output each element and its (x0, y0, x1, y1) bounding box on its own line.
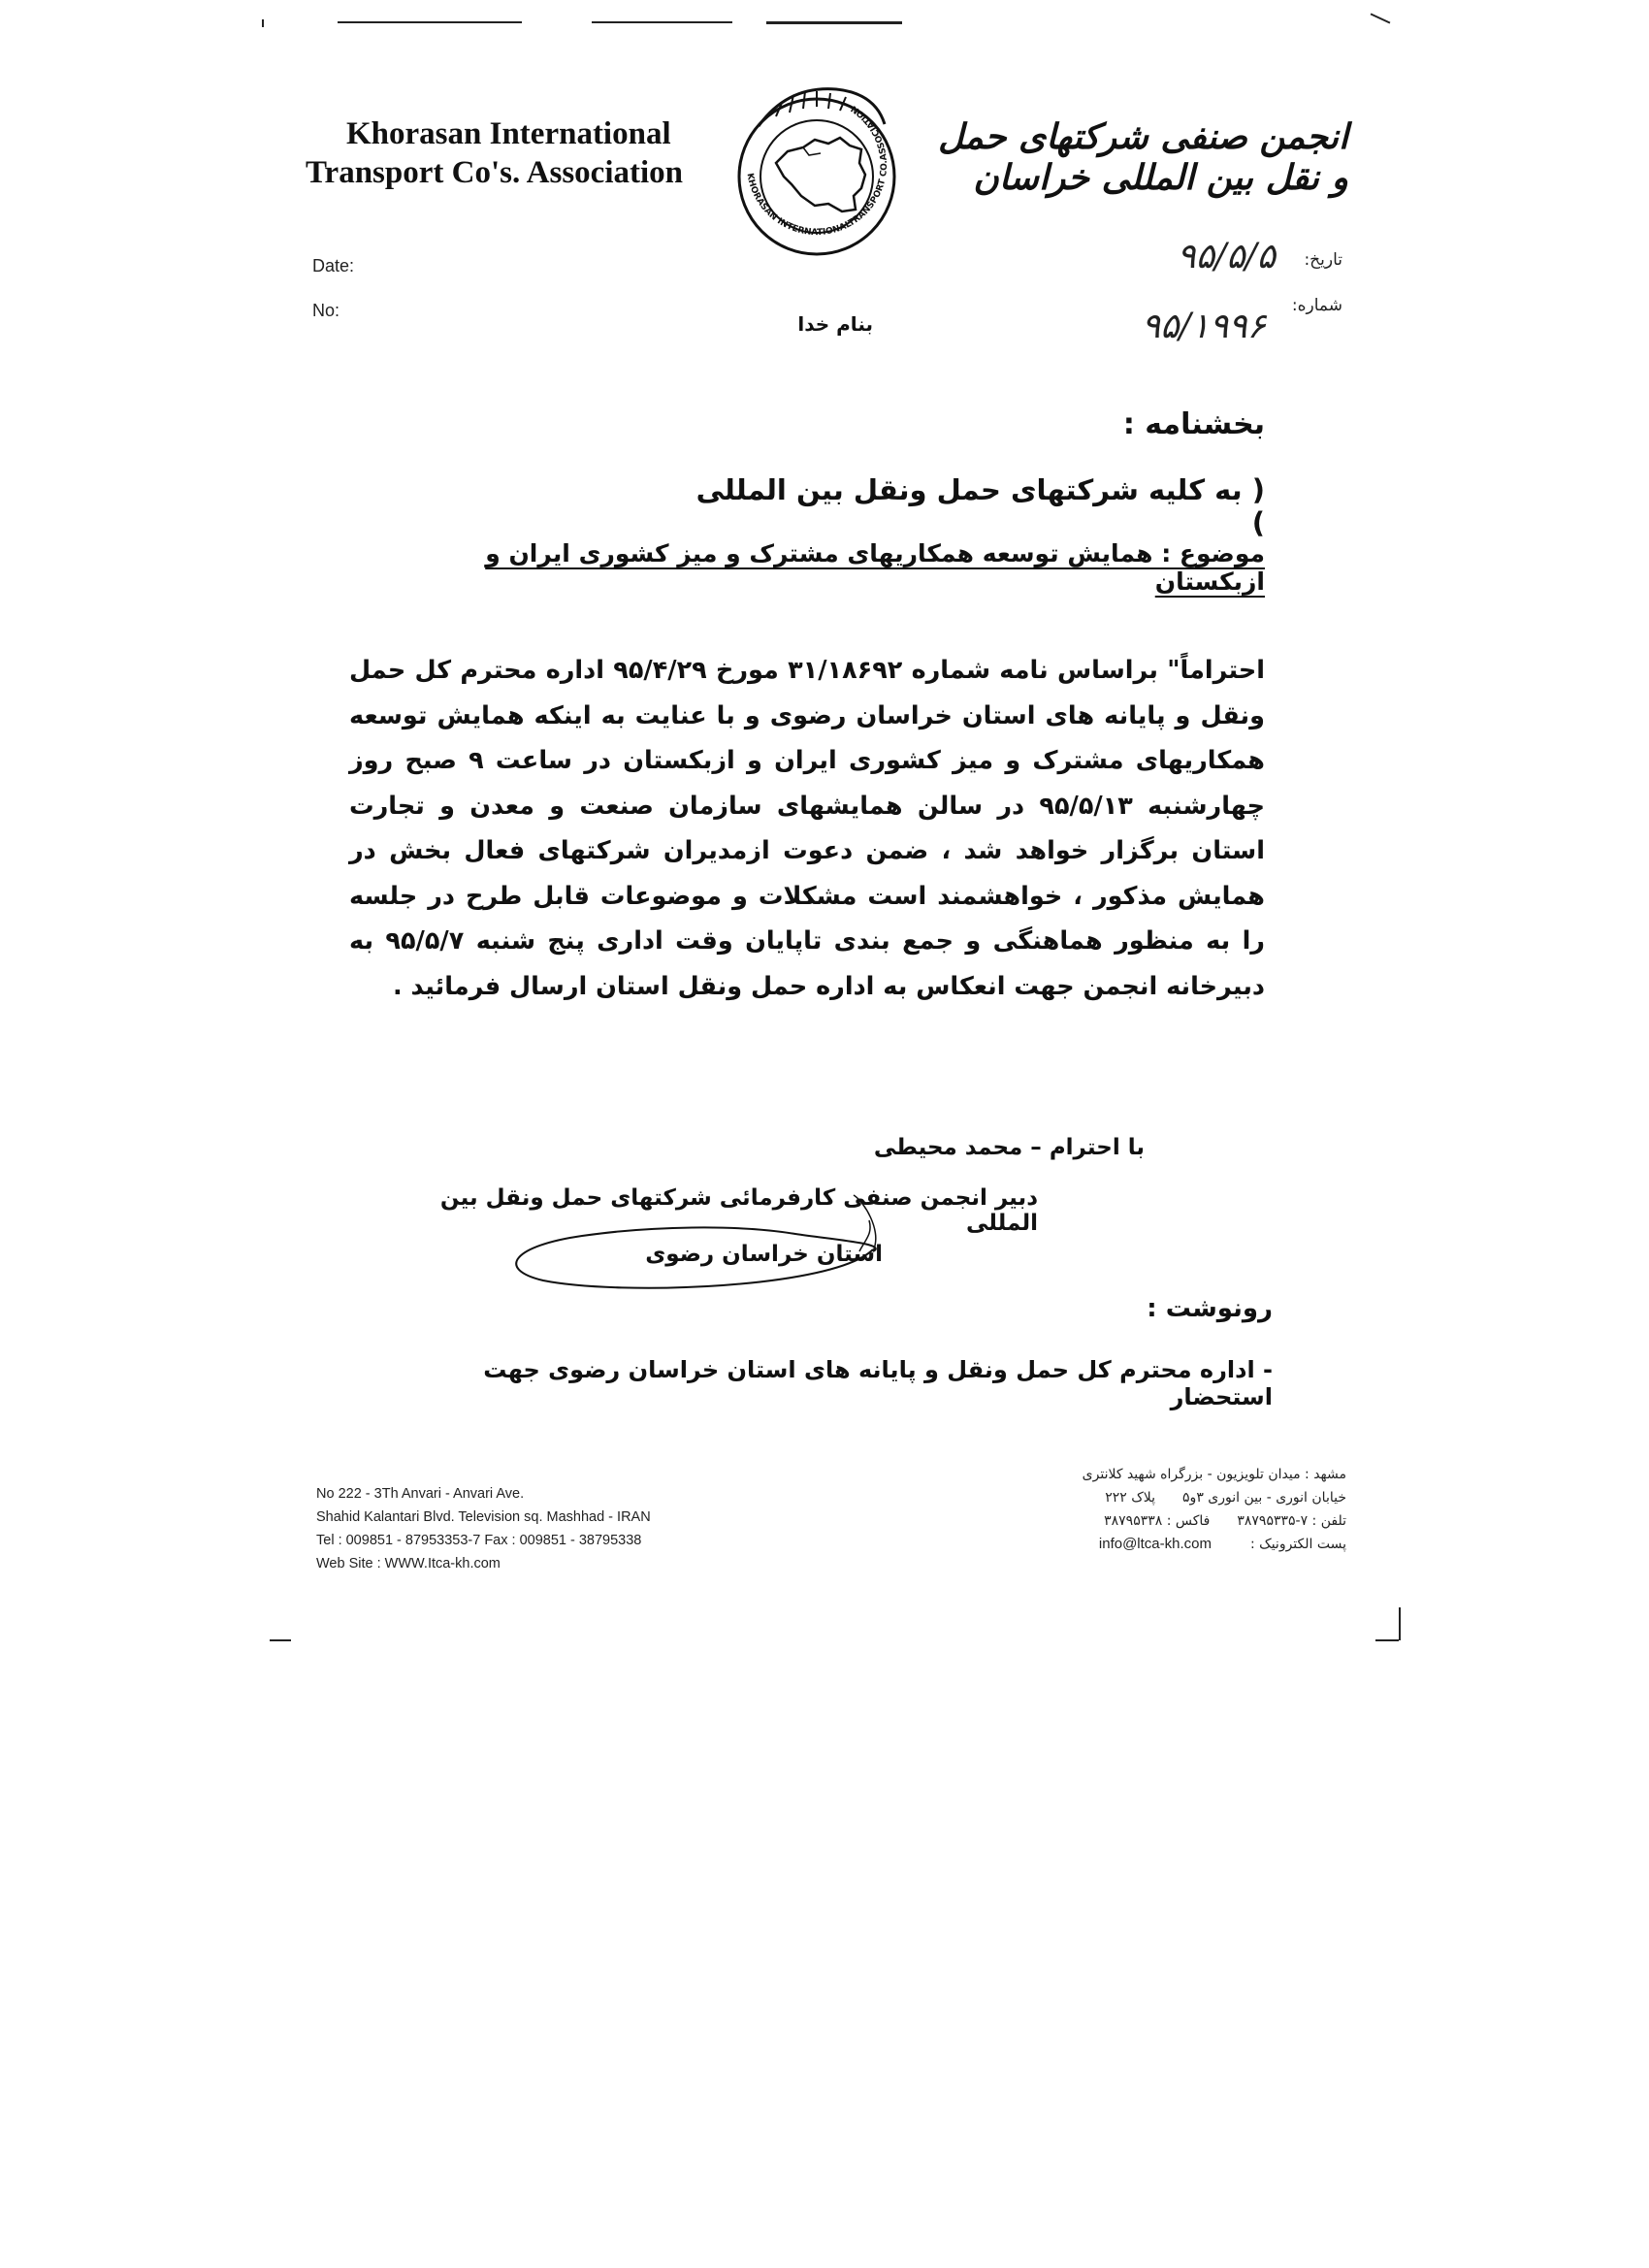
footer-fa-email-label: پست الکترونیک : (1250, 1537, 1346, 1552)
footer-en (316, 1482, 762, 1575)
org-name-en-line2: Transport Co's. Association (306, 155, 684, 190)
footer-fa-address-line1: مشهد : میدان تلویزیون - بزرگراه شهید کلانتری (1082, 1467, 1346, 1482)
footer-fa-plaque: پلاک ۲۲۲ (1105, 1490, 1156, 1506)
association-seal-logo (720, 68, 914, 262)
seal-text: KHORASAN INTERNATIONALTRANSPORT CO.ASSOCIATION (744, 103, 890, 239)
org-name-en (306, 114, 713, 192)
number-value: ۹۵/۱۹۹۶ (1141, 307, 1266, 346)
circular-title: بخشنامه : (1122, 407, 1265, 441)
cc-item: - اداره محترم کل حمل ونقل و پایانه های استان خراسان رضوی جهت استحضار (483, 1356, 1273, 1410)
scan-mark (338, 21, 522, 23)
signature-closing: با احترام – محمد محیطی (873, 1135, 1145, 1160)
scan-mark (1371, 13, 1391, 23)
footer-fa-phone: تلفن : ۷-۳۸۷۹۵۳۳۵ (1237, 1513, 1346, 1529)
date-label-fa: تاریخ: (1304, 250, 1342, 270)
org-name-en-line1: Khorasan International (346, 116, 671, 151)
svg-text:KHORASAN INTERNATIONALTRANSPOR (745, 103, 890, 238)
scan-mark (766, 21, 902, 24)
scan-mark (270, 1639, 291, 1641)
subject-text: موضوع : همایش توسعه همکاریهای مشترک و میز کشوری ایران و ازبکستان (485, 539, 1265, 596)
footer-fa-email-row (1028, 1533, 1346, 1556)
date-value: ۹۵/۵/۵ (1177, 237, 1276, 276)
signature-oval (504, 1191, 902, 1308)
scan-mark (592, 21, 732, 23)
scan-mark (1399, 1607, 1401, 1640)
footer-fa-address-row (1028, 1486, 1346, 1509)
subject-line (407, 539, 1265, 596)
footer-fa-phone-row (1028, 1509, 1346, 1533)
footer-fa-fax: فاکس : ۳۸۷۹۵۳۳۸ (1104, 1513, 1211, 1529)
no-label-fa: شماره: (1291, 296, 1342, 315)
footer-en-website: Web Site : WWW.Itca-kh.com (316, 1556, 501, 1571)
footer-fa-address-line2: خیابان انوری - بین انوری ۳و۵ (1182, 1490, 1346, 1506)
letter-body-text: احتراماً" براساس نامه شماره ۳۱/۱۸۶۹۲ مورخ ۹۵/۴/۲۹ اداره محترم کل حمل ونقل و پایانه های استان خراسان رضوی و با عنایت به اینکه همایش توسعه همکاریهای مشترک و میز کشوری ایران و ازبکستان در ساعت ۹ صبح روز چهارشنبه ۹۵/۵/۱۳ در سالن همایشهای سازمان صنعت و معدن و تجارت استان برگزار خواهد شد ، ضمن دعوت ازمدیران شرکتهای فعال بخش در همایش مذکور ، خواهشمند است مشکلات و موضوعات قابل طرح در جلسه را به منظور هماهنگی و جمع بندی تاپایان وقت اداری پنج شنبه ۹۵/۵/۷ به دبیرخانه انجمن جهت انعکاس به اداره حمل ونقل استان ارسال فرمائید . (349, 656, 1266, 1001)
date-label-en: Date: (312, 256, 355, 275)
no-label-en: No: (312, 301, 340, 320)
footer-en-address-line2: Shahid Kalantari Blvd. Television sq. Mashhad - IRAN (316, 1509, 651, 1525)
org-name-fa: انجمن صنفی شرکتهای حمل و نقل بین المللی خراسان (938, 116, 1348, 198)
scan-mark (1375, 1639, 1399, 1641)
scan-mark (262, 19, 264, 27)
footer-en-phone: Tel : 009851 - 87953353-7 Fax : 009851 - 38795338 (316, 1533, 642, 1548)
cc-title: رونوشت : (1147, 1294, 1273, 1323)
basmala: بنام خدا (797, 312, 873, 336)
footer-email[interactable]: info@ltca-kh.com (1098, 1536, 1212, 1552)
footer-fa (1028, 1463, 1346, 1556)
recipients-line: ( به کلیه شرکتهای حمل ونقل بین المللی ) (695, 473, 1265, 539)
signature-title-line1: دبیر انجمن صنفی کارفرمائی شرکتهای حمل ونقل بین المللی (439, 1185, 1038, 1236)
letter-body (349, 648, 1265, 1009)
footer-en-address-line1: No 222 - 3Th Anvari - Anvari Ave. (316, 1486, 525, 1502)
signature-title-line2: استان خراسان رضوی (645, 1242, 883, 1267)
